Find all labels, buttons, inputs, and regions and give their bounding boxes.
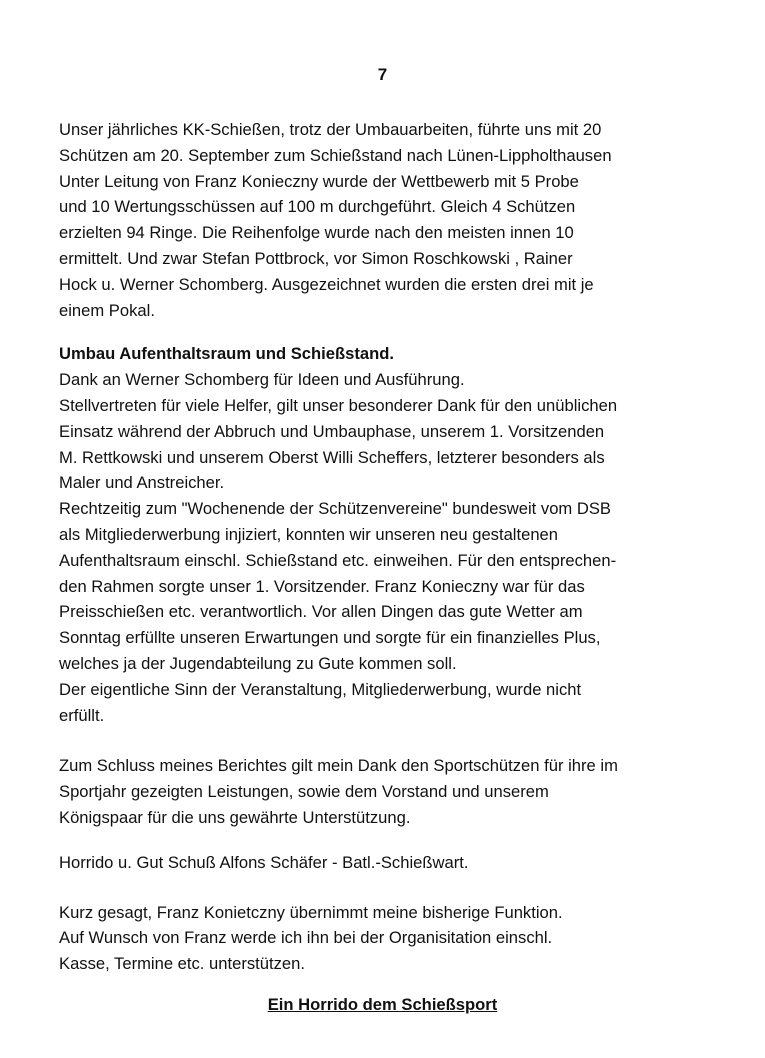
text-line: und 10 Wertungsschüssen auf 100 m durchgeführt. Gleich 4 Schützen	[59, 197, 576, 217]
section-umbau	[59, 341, 749, 728]
paragraph-spacer	[59, 876, 749, 900]
text-line: Sportjahr gezeigten Leistungen, sowie dem Vorstand und unserem	[59, 782, 549, 802]
text-line: Kasse, Termine etc. unterstützen.	[59, 954, 305, 974]
text-line: Aufenthaltsraum einschl. Schießstand etc. einweihen. Für den entsprechen-	[59, 550, 617, 570]
text-line: Auf Wunsch von Franz werde ich ihn bei der Organisitation einschl.	[59, 928, 553, 948]
text-line: Sonntag erfüllte unseren Erwartungen und sorgte für ein finanzielles Plus,	[59, 628, 601, 648]
text-line: Schützen am 20. September zum Schießstand nach Lünen-Lippholthausen	[59, 145, 612, 165]
page-number: 7	[377, 65, 388, 84]
text-line: Stellvertreten für viele Helfer, gilt unser besonderer Dank für den unüblichen	[59, 395, 618, 415]
paragraph-spacer	[59, 728, 749, 753]
text-line: Maler und Anstreicher.	[59, 473, 225, 493]
text-line: M. Rettkowski und unserem Oberst Willi Scheffers, letzterer besonders als	[59, 447, 605, 467]
text-line: Einsatz während der Abbruch und Umbauphase, unserem 1. Vorsitzenden	[59, 421, 605, 441]
paragraph-spacer	[59, 831, 749, 850]
text-line: Preisschießen etc. verantwortlich. Vor allen Dingen das gute Wetter am	[59, 602, 583, 622]
text-line: Zum Schluss meines Berichtes gilt mein Dank den Sportschützen für ihre im	[59, 756, 618, 776]
closing-line: Ein Horrido dem Schießsport	[267, 995, 498, 1014]
section-heading: Umbau Aufenthaltsraum und Schießstand.	[59, 344, 394, 364]
paragraph-kk-schiessen	[59, 117, 749, 323]
text-line: Hock u. Werner Schomberg. Ausgezeichnet wurden die ersten drei mit je	[59, 274, 594, 294]
text-line: welches ja der Jugendabteilung zu Gute kommen soll.	[59, 653, 457, 673]
text-line: Rechtzeitig zum "Wochenende der Schützenvereine" bundesweit vom DSB	[59, 499, 611, 519]
text-line: Königspaar für die uns gewährte Unterstützung.	[59, 807, 411, 827]
text-line: Unser jährliches KK-Schießen, trotz der Umbauarbeiten, führte uns mit 20	[59, 120, 602, 139]
document-body	[59, 117, 749, 977]
text-line: Kurz gesagt, Franz Konietczny übernimmt meine bisherige Funktion.	[59, 902, 563, 922]
text-line: erfüllt.	[59, 705, 105, 725]
signature-line: Horrido u. Gut Schuß Alfons Schäfer - Batl.-Schießwart.	[59, 852, 469, 872]
text-line: den Rahmen sorgte unser 1. Vorsitzender. Franz Konieczny war für das	[59, 576, 585, 596]
text-line: Dank an Werner Schomberg für Ideen und Ausführung.	[59, 370, 465, 390]
paragraph-dank	[59, 753, 749, 830]
text-line: ermittelt. Und zwar Stefan Pottbrock, vor Simon Roschkowski , Rainer	[59, 248, 573, 268]
text-line: Unter Leitung von Franz Konieczny wurde der Wettbewerb mit 5 Probe	[59, 171, 579, 191]
text-line: als Mitgliederwerbung injiziert, konnten wir unseren neu gestaltenen	[59, 524, 559, 544]
text-line: Der eigentliche Sinn der Veranstaltung, Mitgliederwerbung, wurde nicht	[59, 679, 582, 699]
text-line: einem Pokal.	[59, 300, 155, 320]
paragraph-kurz-gesagt	[59, 900, 749, 977]
text-line: erzielten 94 Ringe. Die Reihenfolge wurde nach den meisten innen 10	[59, 223, 574, 243]
paragraph-spacer	[59, 323, 749, 341]
